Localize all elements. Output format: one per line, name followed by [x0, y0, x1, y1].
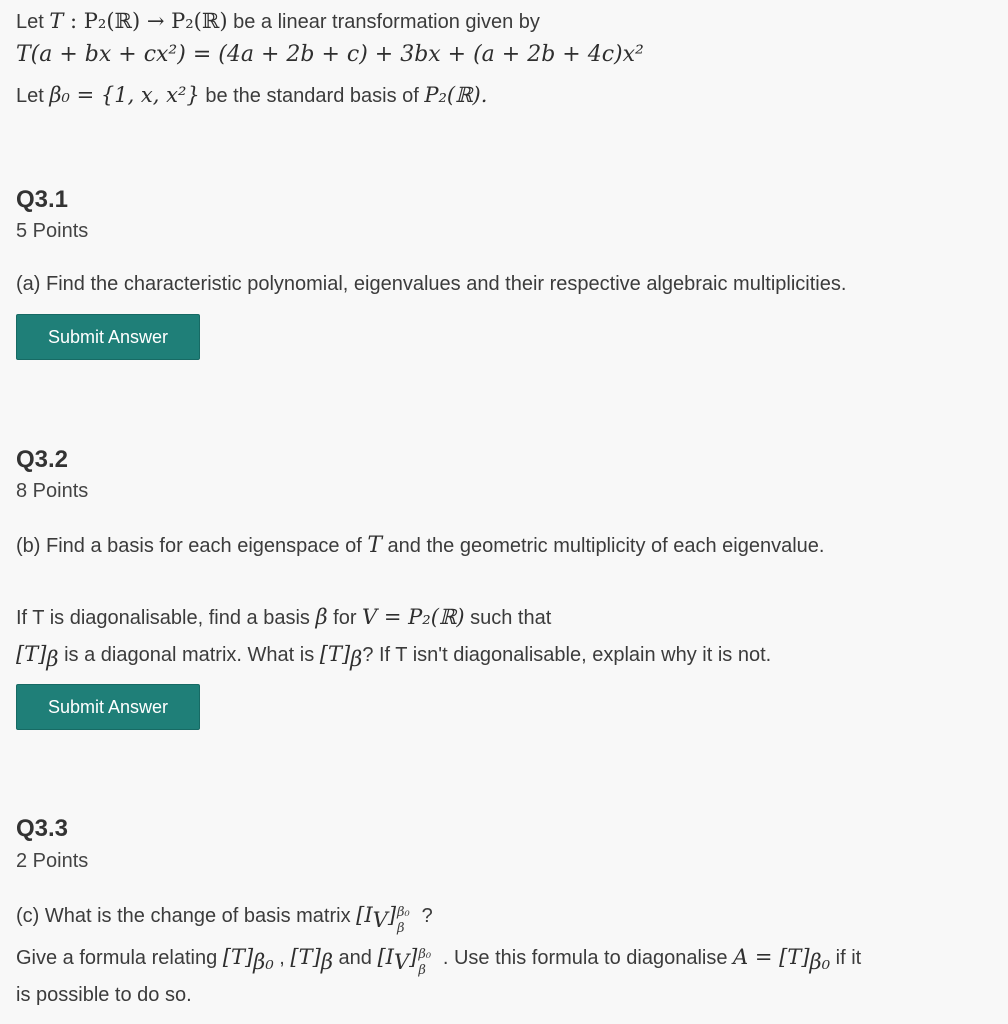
- body-text: If T is diagonalisable, find a basis: [16, 607, 316, 629]
- intro-text: Let: [16, 85, 50, 107]
- math-stack: [417, 946, 437, 978]
- intro-text: be the standard basis of: [199, 85, 425, 107]
- question-points: 5 Points: [16, 220, 89, 242]
- math-T: [T]: [290, 945, 321, 969]
- math-T: [T]: [222, 945, 254, 969]
- body-text: for: [327, 607, 363, 629]
- math-subscript: β: [46, 647, 59, 671]
- math-subscript: V: [372, 908, 388, 932]
- math-subscript: β: [397, 920, 405, 936]
- math-T: [T]: [779, 945, 810, 969]
- body-text: such that: [464, 607, 552, 629]
- math-T-beta: [T]: [16, 642, 47, 666]
- body-text: ?: [416, 905, 433, 927]
- body-text: is a diagonal matrix. What is: [58, 644, 320, 666]
- intro-line-1: [16, 8, 540, 35]
- intro-line-3: [16, 82, 487, 109]
- question-body: (a) Find the characteristic polynomial, eigenvalues and their respective algebraic multiplicities.: [16, 273, 847, 295]
- math-T-beta: [T]: [319, 642, 351, 666]
- math-space: V = P₂(ℝ): [362, 605, 465, 629]
- question-body: [16, 533, 824, 559]
- math-stack: [396, 904, 416, 936]
- body-text: and: [332, 947, 378, 969]
- body-text: ? If T isn't diagonalisable, explain why it is not.: [362, 644, 772, 666]
- body-text: and the geometric multiplicity of each eigenvalue.: [382, 535, 825, 557]
- math-space: P₂(ℝ).: [424, 83, 488, 107]
- math-subscript: β: [350, 647, 363, 671]
- math-bracket: ]: [387, 903, 397, 927]
- body-text: ,: [273, 947, 291, 969]
- question-body-3: is possible to do so.: [16, 984, 192, 1006]
- question-body: [16, 902, 433, 936]
- math-T: T: [49, 9, 64, 33]
- math-superscript: β₀: [397, 904, 410, 920]
- body-text: (b) Find a basis for each eigenspace of: [16, 535, 368, 557]
- math-subscript: V: [393, 950, 410, 974]
- question-points: 2 Points: [16, 850, 89, 872]
- math-basis: β₀ = {1, x, x²}: [49, 83, 200, 107]
- math-subscript: β₀: [253, 950, 274, 974]
- math-subscript: β: [320, 950, 333, 974]
- math-T: T: [367, 533, 382, 558]
- question-points: 8 Points: [16, 480, 89, 502]
- intro-text: be a linear transformation given by: [227, 11, 540, 33]
- submit-answer-button[interactable]: Submit Answer: [16, 684, 200, 730]
- math-identity: [I: [356, 903, 373, 927]
- intro-line-2: [16, 42, 644, 68]
- intro-text: Let: [16, 11, 50, 33]
- math-subscript: β₀: [809, 950, 831, 974]
- math-bracket: ]: [409, 945, 418, 969]
- question-body-2: [16, 944, 862, 978]
- question-body-3: [16, 641, 772, 671]
- question-title: Q3.1: [16, 186, 69, 213]
- submit-answer-button[interactable]: Submit Answer: [16, 314, 200, 360]
- body-text: (c) What is the change of basis matrix: [16, 905, 357, 927]
- math-A: A =: [733, 945, 780, 969]
- math-map: : P₂(ℝ) → P₂(ℝ): [63, 9, 228, 33]
- question-body-2: [16, 604, 551, 631]
- math-beta: β: [315, 605, 328, 629]
- transformation-formula: T(a + bx + cx²) = (4a + 2b + c) + 3bx + (a + 2b + 4c)x²: [16, 42, 644, 67]
- body-text: if it: [830, 947, 862, 969]
- question-title: Q3.2: [16, 446, 69, 473]
- math-subscript: β: [418, 962, 426, 978]
- math-superscript: β₀: [418, 946, 432, 962]
- question-title: Q3.3: [16, 815, 69, 842]
- body-text: Give a formula relating: [16, 947, 223, 969]
- body-text: . Use this formula to diagonalise: [437, 947, 734, 969]
- math-identity: [I: [377, 945, 394, 969]
